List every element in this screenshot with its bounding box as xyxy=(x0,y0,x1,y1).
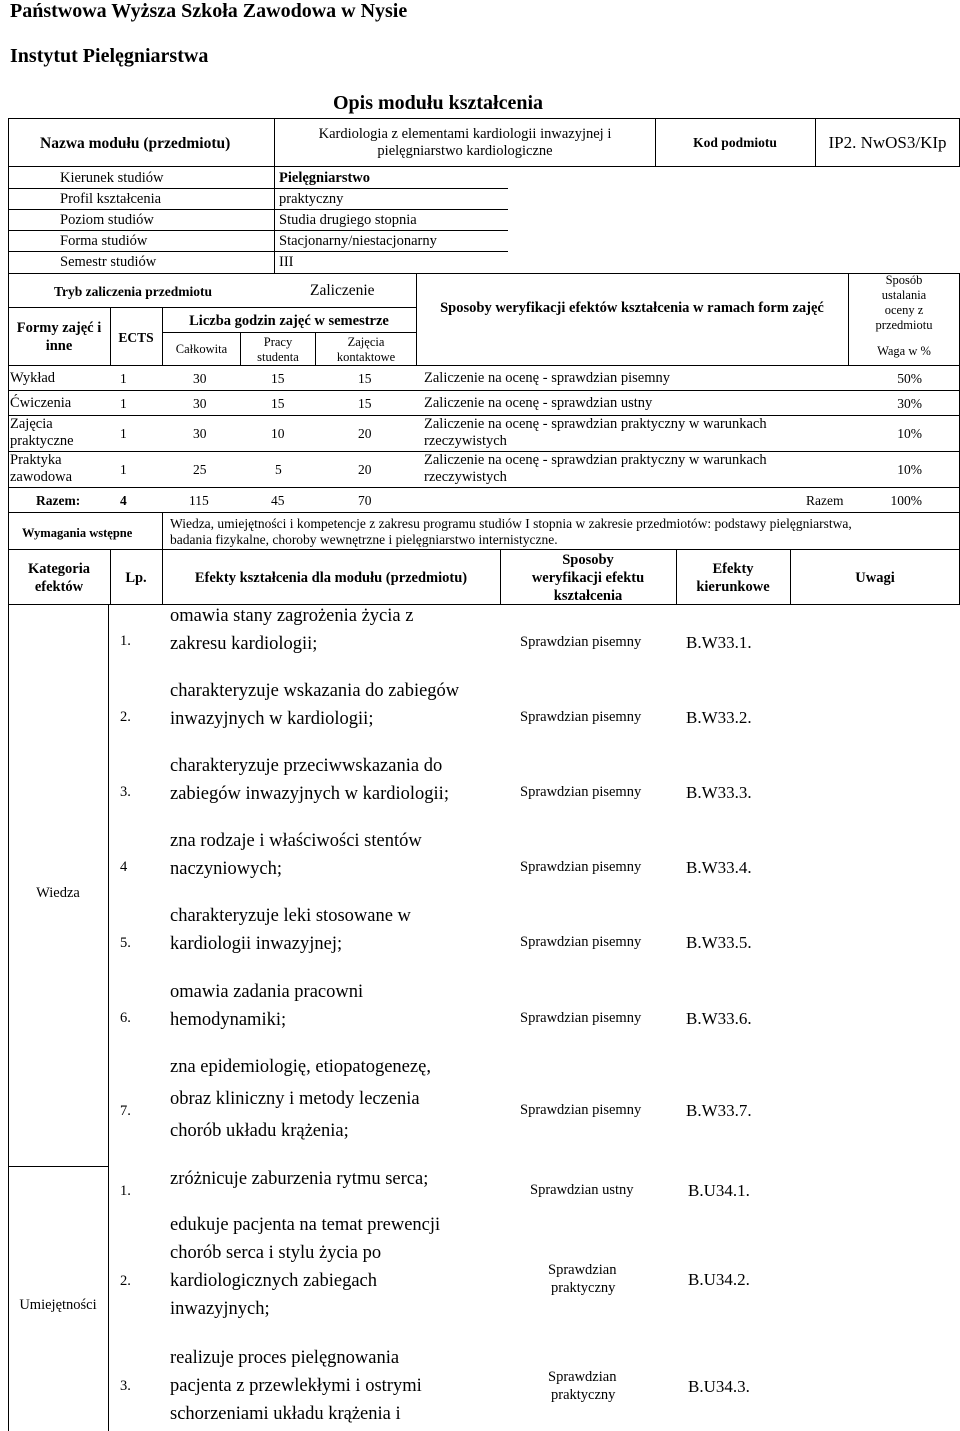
effect-lp: 1. xyxy=(120,1183,131,1199)
effect-text-line: inwazyjnych; xyxy=(170,1299,270,1319)
form-wyklad: Wykład xyxy=(10,370,56,386)
info-label-semestr: Semestr studiów xyxy=(60,254,157,270)
ects-wyklad: 1 xyxy=(120,371,127,386)
effect-text-line: chorób układu krążenia; xyxy=(170,1121,349,1141)
effect-method: Sprawdzian pisemny xyxy=(520,1102,642,1118)
effect-text-line: zna epidemiologię, etiopatogenezę, xyxy=(170,1057,431,1077)
effect-text-line: kardiologicznych zabiegach xyxy=(170,1271,377,1291)
ects-cwiczenia: 1 xyxy=(120,396,127,411)
liczba-godzin-label: Liczba godzin zajęć w semestrze xyxy=(189,313,389,329)
method-wyklad: Zaliczenie na ocenę - sprawdzian pisemny xyxy=(424,370,670,386)
zajecia-label-2: kontaktowe xyxy=(336,350,396,364)
formy-label-2: inne xyxy=(45,338,73,354)
info-value-semestr: III xyxy=(279,254,294,270)
institute-name: Instytut Pielęgniarstwa xyxy=(10,45,209,67)
effect-text-line: naczyniowych; xyxy=(170,859,282,879)
sposob-ustalania-1: Sposób xyxy=(885,273,923,287)
form-zajecia-praktyczne-1: Zajęcia xyxy=(10,416,53,432)
effect-text-line: obraz kliniczny i metody leczenia xyxy=(170,1089,420,1109)
info-value-poziom: Studia drugiego stopnia xyxy=(279,212,417,228)
sum-contact: 70 xyxy=(358,493,372,508)
effect-text-line: zróżnicuje zaburzenia rytmu serca; xyxy=(170,1169,429,1189)
sposob-ustalania-4: przedmiotu xyxy=(875,318,933,332)
sposoby-label: Sposoby weryfikacji efektów kształcenia w ramach form zajęć xyxy=(440,300,824,316)
pracy-label-2: studenta xyxy=(257,350,299,364)
module-name-line-1: Kardiologia z elementami kardiologii inwazyjnej i xyxy=(318,126,612,142)
info-value-profil: praktyczny xyxy=(279,191,344,207)
ects-praktyka-zawodowa: 1 xyxy=(120,462,127,477)
category-wiedza: Wiedza xyxy=(36,885,80,901)
effect-code: B.U34.2. xyxy=(688,1270,750,1289)
total-zajecia-praktyczne: 30 xyxy=(193,426,207,441)
module-name-line-2: pielęgniarstwo kardiologiczne xyxy=(377,143,553,159)
pracy-label-1: Pracy xyxy=(263,335,293,349)
effect-code: B.W33.4. xyxy=(686,858,752,877)
effect-method-line: Sprawdzian xyxy=(548,1262,617,1278)
sposob-ustalania-2: ustalania xyxy=(881,288,927,302)
col-kategoria-1: Kategoria xyxy=(27,561,90,577)
effect-lp: 3. xyxy=(120,1378,131,1394)
effect-method: Sprawdzian pisemny xyxy=(520,1010,642,1026)
effect-code: B.W33.1. xyxy=(686,633,752,652)
total-praktyka-zawodowa: 25 xyxy=(193,462,207,477)
effect-text-line: zna rodzaje i właściwości stentów xyxy=(170,831,422,851)
effect-text-line: kardiologii inwazyjnej; xyxy=(170,934,343,954)
form-praktyka-zawodowa-1: Praktyka xyxy=(10,452,62,468)
tryb-label: Tryb zaliczenia przedmiotu xyxy=(54,284,212,299)
effect-lp: 2. xyxy=(120,709,131,725)
info-label-forma: Forma studiów xyxy=(60,233,148,249)
effect-code: B.W33.6. xyxy=(686,1009,752,1028)
info-label-kierunek: Kierunek studiów xyxy=(60,170,164,186)
module-name-label: Nazwa modułu (przedmiotu) xyxy=(40,135,231,152)
method-praktyka-zawodowa-2: rzeczywistych xyxy=(424,469,507,485)
method-praktyka-zawodowa-1: Zaliczenie na ocenę - sprawdzian praktyczny w warunkach xyxy=(424,452,767,468)
weight-cwiczenia: 30% xyxy=(897,396,922,411)
effect-lp: 1. xyxy=(120,633,131,649)
effect-method-line: Sprawdzian xyxy=(548,1369,617,1385)
ects-zajecia-praktyczne: 1 xyxy=(120,426,127,441)
sum-ects: 4 xyxy=(120,493,127,508)
effect-method: Sprawdzian pisemny xyxy=(520,859,642,875)
col-kierunkowe-1: Efekty xyxy=(712,561,754,577)
effect-lp: 7. xyxy=(120,1103,131,1119)
document-title: Opis modułu kształcenia xyxy=(333,92,544,114)
sposob-ustalania-3: oceny z xyxy=(884,303,924,317)
sum-label: Razem: xyxy=(36,493,81,508)
effect-method-line: praktyczny xyxy=(551,1280,616,1296)
weight-zajecia-praktyczne: 10% xyxy=(897,426,922,441)
module-code-label: Kod podmiotu xyxy=(693,135,777,150)
effect-code: B.W33.7. xyxy=(686,1101,752,1120)
form-zajecia-praktyczne-2: praktyczne xyxy=(10,433,74,449)
info-value-kierunek: Pielęgniarstwo xyxy=(279,170,371,186)
col-sposoby-2: weryfikacji efektu xyxy=(531,570,645,586)
effect-text-line: zakresu kardiologii; xyxy=(170,634,318,654)
contact-praktyka-zawodowa: 20 xyxy=(358,462,372,477)
effect-lp: 4 xyxy=(120,859,128,875)
info-value-forma: Stacjonarny/niestacjonarny xyxy=(279,233,437,249)
requirements-line-2: badania fizykalne, choroby wewnętrzne i pielęgniarstwo internistyczne. xyxy=(170,532,558,547)
method-cwiczenia: Zaliczenie na ocenę - sprawdzian ustny xyxy=(424,395,653,411)
effect-method: Sprawdzian pisemny xyxy=(520,709,642,725)
effect-text-line: edukuje pacjenta na temat prewencji xyxy=(170,1215,441,1235)
ects-label: ECTS xyxy=(118,330,154,345)
module-code-value: IP2. NwOS3/KIp xyxy=(828,133,947,152)
col-sposoby-1: Sposoby xyxy=(562,552,614,568)
effect-code: B.U34.1. xyxy=(688,1181,750,1200)
effect-text-line: hemodynamiki; xyxy=(170,1010,287,1030)
effect-text-line: zabiegów inwazyjnych w kardiologii; xyxy=(170,784,449,804)
effect-method: Sprawdzian pisemny xyxy=(520,784,642,800)
effect-text-line: omawia zadania pracowni xyxy=(170,982,364,1002)
total-cwiczenia: 30 xyxy=(193,396,207,411)
effect-method: Sprawdzian pisemny xyxy=(520,934,642,950)
sum-student: 45 xyxy=(271,493,285,508)
sum-razem-label: Razem xyxy=(806,493,844,508)
effect-text-line: schorzeniami układu krążenia i xyxy=(170,1404,401,1424)
effect-text-line: inwazyjnych w kardiologii; xyxy=(170,709,374,729)
school-name: Państwowa Wyższa Szkoła Zawodowa w Nysie xyxy=(10,0,408,22)
effect-code: B.W33.3. xyxy=(686,783,752,802)
effect-text-line: charakteryzuje wskazania do zabiegów xyxy=(170,681,460,701)
col-lp: Lp. xyxy=(125,570,147,586)
contact-zajecia-praktyczne: 20 xyxy=(358,426,372,441)
form-cwiczenia: Ćwiczenia xyxy=(10,395,72,411)
category-umiejetnosci: Umiejętności xyxy=(19,1297,97,1313)
calkowita-label: Całkowita xyxy=(175,342,228,356)
student-wyklad: 15 xyxy=(271,371,285,386)
col-kategoria-2: efektów xyxy=(34,579,84,595)
contact-cwiczenia: 15 xyxy=(358,396,372,411)
method-zajecia-praktyczne-1: Zaliczenie na ocenę - sprawdzian praktyczny w warunkach xyxy=(424,416,767,432)
col-kierunkowe-2: kierunkowe xyxy=(696,579,770,595)
sum-weight: 100% xyxy=(890,493,922,508)
effect-text-line: charakteryzuje leki stosowane w xyxy=(170,906,411,926)
sum-total: 115 xyxy=(189,493,209,508)
effect-lp: 6. xyxy=(120,1010,131,1026)
method-zajecia-praktyczne-2: rzeczywistych xyxy=(424,433,507,449)
effect-lp: 5. xyxy=(120,935,131,951)
effect-method: Sprawdzian ustny xyxy=(530,1182,634,1198)
total-wyklad: 30 xyxy=(193,371,207,386)
info-label-profil: Profil kształcenia xyxy=(60,191,162,207)
waga-label: Waga w % xyxy=(877,344,931,358)
effect-text-line: realizuje proces pielęgnowania xyxy=(170,1348,400,1368)
weight-wyklad: 50% xyxy=(897,371,922,386)
effect-lp: 3. xyxy=(120,784,131,800)
contact-wyklad: 15 xyxy=(358,371,372,386)
student-praktyka-zawodowa: 5 xyxy=(275,462,282,477)
info-label-poziom: Poziom studiów xyxy=(60,212,154,228)
effect-code: B.W33.5. xyxy=(686,933,752,952)
formy-label-1: Formy zajęć i xyxy=(16,320,102,336)
requirements-label: Wymagania wstępne xyxy=(22,526,133,540)
effect-method-line: praktyczny xyxy=(551,1387,616,1403)
effect-text-line: charakteryzuje przeciwwskazania do xyxy=(170,756,443,776)
effect-text-line: omawia stany zagrożenia życia z xyxy=(170,606,414,626)
effect-code: B.U34.3. xyxy=(688,1377,750,1396)
effect-method: Sprawdzian pisemny xyxy=(520,634,642,650)
student-cwiczenia: 15 xyxy=(271,396,285,411)
weight-praktyka-zawodowa: 10% xyxy=(897,462,922,477)
requirements-line-1: Wiedza, umiejętności i kompetencje z zakresu programu studiów I stopnia w zakresie przedmiotów: podstawy pielęgniarstwa, xyxy=(170,516,852,531)
effect-lp: 2. xyxy=(120,1273,131,1289)
zajecia-label-1: Zajęcia xyxy=(347,335,385,349)
student-zajecia-praktyczne: 10 xyxy=(271,426,285,441)
effect-text-line: pacjenta z przewlekłymi i ostrymi xyxy=(170,1376,422,1396)
form-praktyka-zawodowa-2: zawodowa xyxy=(10,469,73,485)
tryb-value: Zaliczenie xyxy=(310,282,375,299)
effect-code: B.W33.2. xyxy=(686,708,752,727)
effect-text-line: chorób serca i stylu życia po xyxy=(170,1243,382,1263)
col-sposoby-3: kształcenia xyxy=(553,588,623,604)
col-uwagi: Uwagi xyxy=(855,570,895,586)
col-efekty: Efekty kształcenia dla modułu (przedmiotu) xyxy=(194,570,468,586)
